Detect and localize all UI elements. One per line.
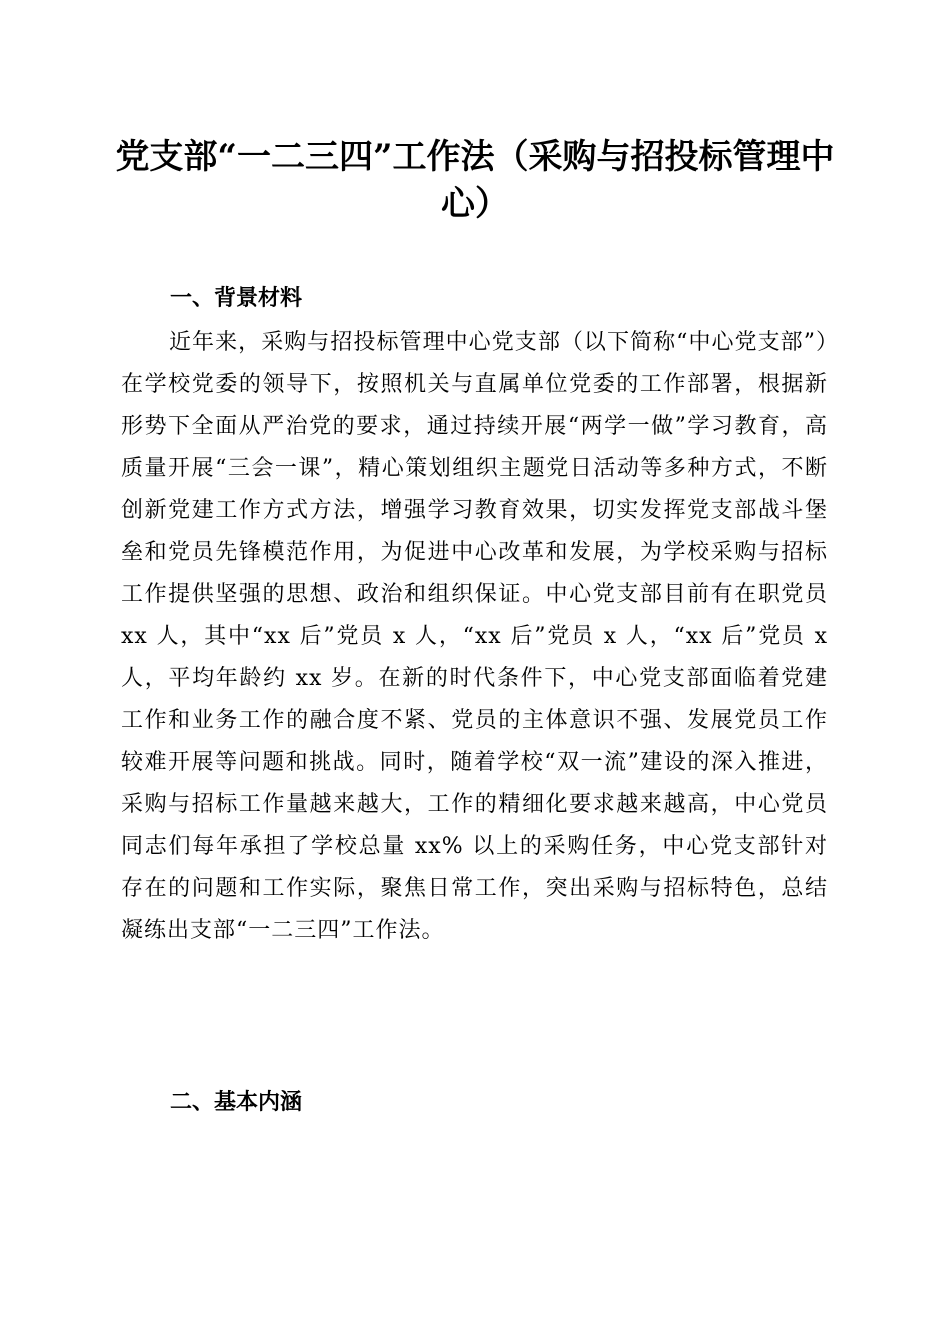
section-heading-background: 一、背景材料 (170, 286, 303, 311)
background-paragraph: 近年来，采购与招投标管理中心党支部（以下简称“中心党支部”）在学校党委的领导下，按照机关与直属单位党委的工作部署，根据新形势下全面从严治党的要求，通过持续开展“两学一做”学习教育，高质量开展“三会一课”，精心策划组织主题党日活动等多种方式，不断创新党建工作方式方法，增强学习教育效果，切实发挥党支部战斗堡垒和党员先锋模范作用，为促进中心改革和发展，为学校采购与招标工作提供坚强的思想、政治和组织保证。中心党支部目前有在职党员 xx 人，其中“xx 后”党员 x 人，“xx 后”党员 x 人，“xx 后”党员 x 人，平均年龄约 xx 岁。在新的时代条件下，中心党支部面临着党建工作和业务工作的融合度不紧、党员的主体意识不强、发展党员工作较难开展等问题和挑战。同时，随着学校“双一流”建设的深入推进，采购与招标工作量越来越大，工作的精细化要求越来越高，中心党员同志们每年承担了学校总量 xx% 以上的采购任务，中心党支部针对存在的问题和工作实际，聚焦日常工作，突出采购与招标特色，总结凝练出支部“一二三四”工作法。 (121, 330, 828, 943)
section-heading-basic-connotation: 二、基本内涵 (170, 1090, 303, 1115)
document-title: 党支部“一二三四”工作法（采购与招投标管理中心） (115, 137, 835, 224)
